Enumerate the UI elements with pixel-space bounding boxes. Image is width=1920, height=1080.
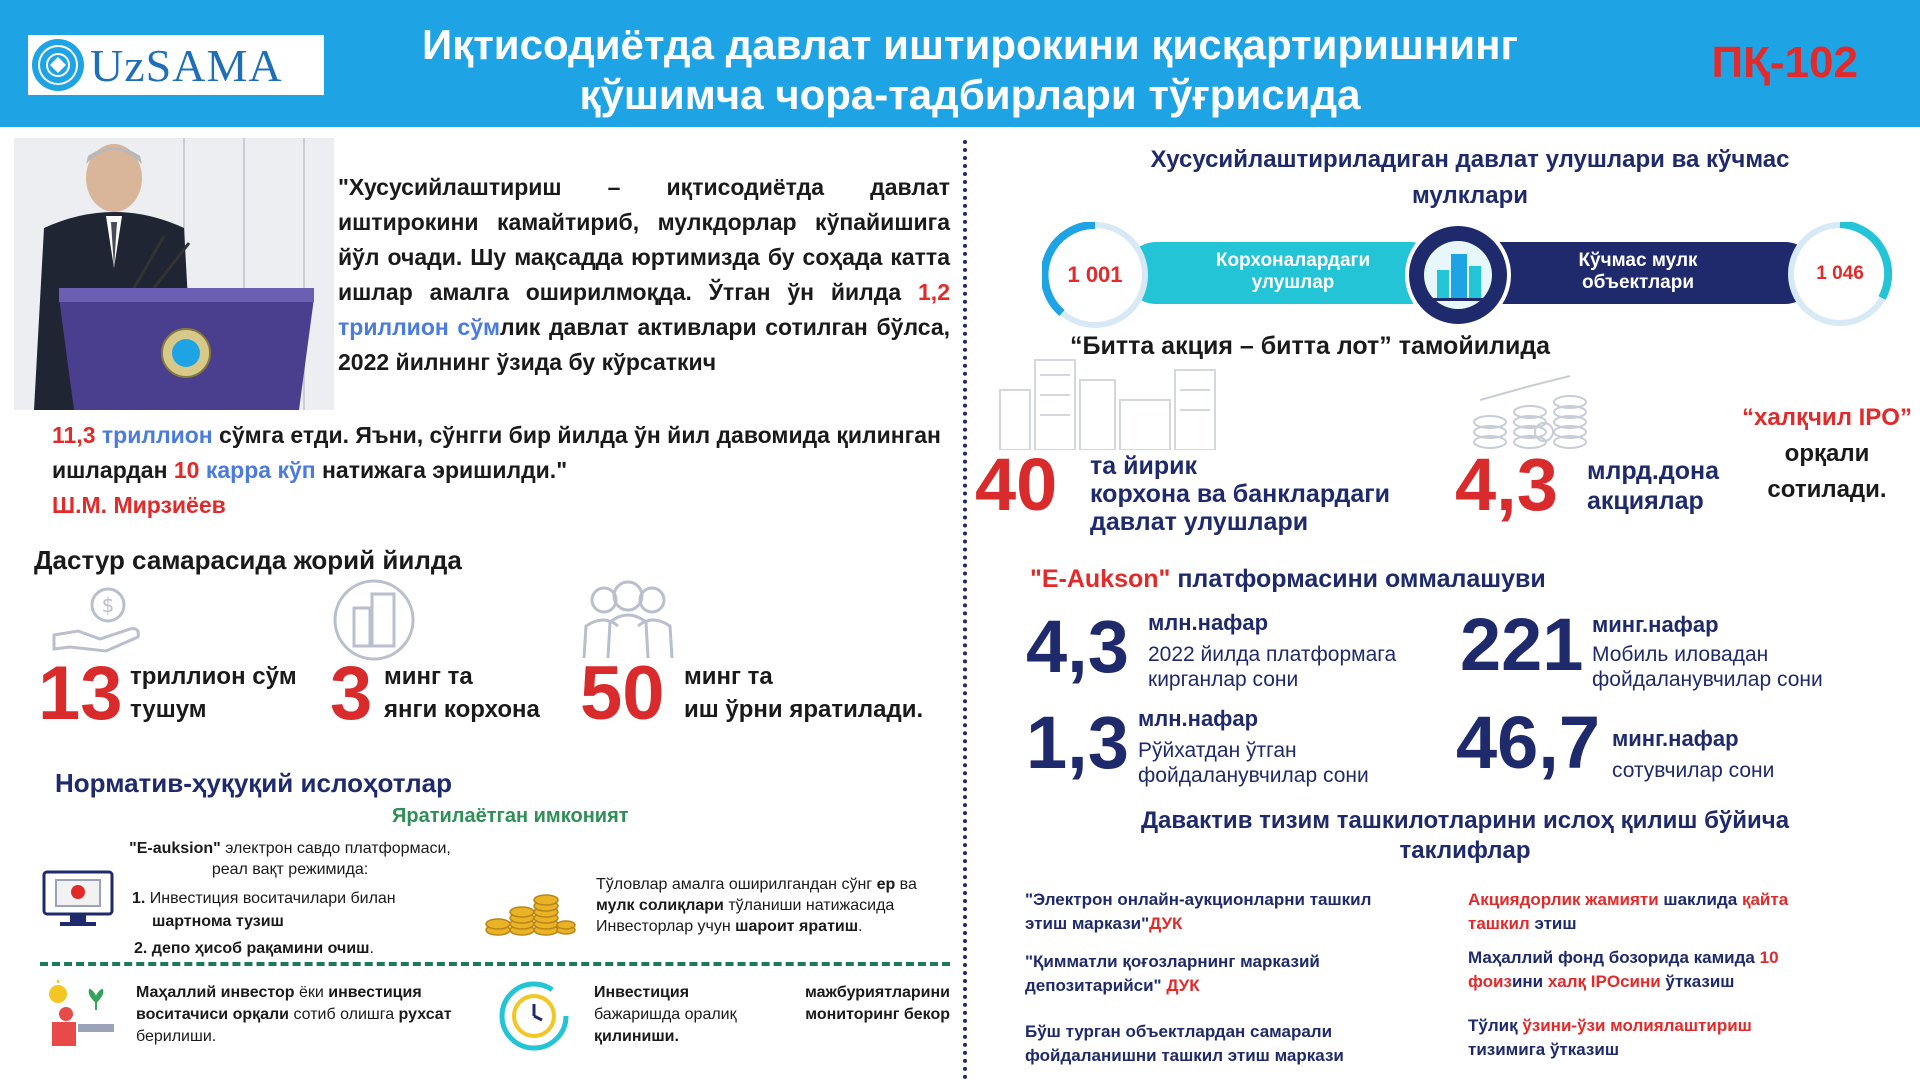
mon-c: бажаришда оралиқ — [594, 1006, 737, 1023]
eaukson-stat-2-unit: минг.нафар — [1592, 612, 1719, 637]
eaukson-stat-1-text — [1148, 610, 1396, 692]
local-d: воситачиси орқали — [136, 1006, 290, 1023]
proposal-right-3 — [1468, 1014, 1888, 1062]
page-title — [340, 20, 1600, 120]
eaukson-title-rest: платформасини оммалашуви — [1170, 565, 1546, 593]
vertical-divider — [963, 140, 967, 1080]
quote-word-3: карра кўп — [205, 457, 316, 483]
enterprises-label-1: та йирик — [1090, 452, 1197, 480]
shares-label-line2: улушлар — [1251, 272, 1335, 293]
proposal-l3-b: фойдаланишни ташкил этиш маркази — [1025, 1046, 1344, 1065]
quote-author: Ш.М. Мирзиёев — [52, 492, 226, 518]
city-buildings-icon — [1423, 240, 1493, 310]
assets-title-line1: Хусусийлаштириладиган давлат улушлари ва кўчмас — [1150, 146, 1790, 173]
eaukson-stat-1-number: 4,3 — [1026, 605, 1129, 688]
stat-enterprises-label — [384, 660, 540, 726]
title-line-2: қўшимча чора-тадбирлари тўғрисида — [579, 71, 1361, 118]
speaker-photo — [14, 138, 334, 410]
quote-value-1: 1,2 — [918, 279, 950, 305]
proposal-r2-a: Маҳаллий фонд бозорида камида — [1468, 948, 1760, 967]
proposal-l3-a: Бўш турган объектлардан самарали — [1025, 1022, 1333, 1041]
shares-value: 1 001 — [1067, 262, 1123, 287]
local-b: ёки — [294, 984, 329, 1001]
logo-text: UzSAMA — [90, 39, 283, 91]
eaukson-stat-4-desc1: сотувчилар сони — [1612, 759, 1775, 782]
real-estate-label-line1: Кўчмас мулк — [1578, 250, 1698, 271]
eaukson-title — [1030, 565, 1546, 594]
shares-count-label — [1587, 456, 1719, 516]
title-line-1: Иқтисодиётда давлат иштирокини қисқартиришнинг — [422, 21, 1518, 68]
mon-e: қилиниши. — [594, 1028, 679, 1045]
eaukson-stat-2-desc2: фойдаланувчилар сони — [1592, 668, 1823, 691]
real-estate-label-line2: объектлари — [1582, 272, 1694, 293]
section-separator — [40, 962, 950, 966]
proposal-r1-a: Акциядорлик жамияти — [1468, 890, 1659, 909]
eaukson-stat-4-number: 46,7 — [1456, 701, 1601, 784]
local-g: берилиши — [136, 1028, 212, 1045]
enterprises-label-2: корхона ва банклардаги — [1090, 480, 1391, 508]
quote-word-1: триллион — [338, 314, 449, 340]
eaukson-stat-2-number: 221 — [1460, 603, 1584, 686]
local-e: сотиб олишга — [289, 1006, 399, 1023]
real-estate-value: 1 046 — [1816, 263, 1864, 284]
stat-jobs-line2: иш ўрни яратилади. — [684, 696, 924, 723]
quote-text-bottom — [52, 418, 952, 488]
proposal-r3-b: ўзини-ўзи молиялаштириш — [1522, 1016, 1752, 1035]
assets-title-line2: мулклари — [1411, 182, 1529, 209]
eaukson-stat-3-text — [1138, 706, 1369, 788]
emblem-icon — [32, 39, 84, 91]
eauksion-name: "E-auksion" — [129, 840, 221, 857]
eaukson-stat-4-unit: минг.нафар — [1612, 726, 1739, 751]
proposals-title — [1040, 806, 1890, 866]
lot-principle-title: “Битта акция – битта лот” тамойилида — [1070, 332, 1551, 360]
center-building-badge — [1405, 222, 1511, 328]
stat-revenue-label — [130, 660, 297, 726]
quote-ending: натижага эришилди." — [315, 457, 568, 483]
proposal-l2-c: ДУК — [1166, 976, 1200, 995]
tax-a: Тўловлар амалга оширилгандан сўнг — [596, 876, 877, 893]
proposal-right-2 — [1468, 946, 1888, 994]
reforms-title: Норматив-ҳуқуқий ислоҳотлар — [55, 768, 452, 798]
list-item-2-b: . — [369, 940, 374, 957]
quote-continuation: лик давлат активлари сотилган бўлса, 2022 йилнинг ўзида бу кўрсаткич — [338, 314, 951, 375]
tax-f: Инвесторлар учун — [596, 918, 736, 935]
large-enterprises-number: 40 — [975, 443, 1058, 526]
ipo-line3: сотилади. — [1767, 476, 1887, 503]
proposal-left-2 — [1025, 950, 1445, 998]
tax-h: . — [858, 918, 863, 935]
quote-currency-1: сўм — [457, 314, 501, 340]
eaukson-stat-2-text — [1592, 612, 1823, 692]
shares-label — [1148, 250, 1438, 294]
local-a: Маҳаллий инвестор — [136, 984, 295, 1001]
eaukson-stat-3-desc1: Рўйхатдан ўтган — [1138, 739, 1297, 762]
proposal-l2-a: "Қимматли қоғозларнинг марказий — [1025, 952, 1320, 971]
coins-icon — [484, 888, 576, 938]
proposal-r1-c: қайта — [1741, 890, 1789, 909]
local-c: инвестиция — [328, 984, 422, 1001]
quote-opening: "Хусусийлаштириш – иқтисодиётда давлат иштирокини камайтириб, мулкдорлар кўпайишига йўл очади. Шу мақсадда юртимизда бу соҳада катта ишлар амалга оширилмоқда. Ўтган ўн йилда — [338, 174, 950, 305]
tax-conditions-text — [596, 874, 950, 937]
proposal-r2-b: 10 — [1759, 948, 1779, 967]
stat-revenue-line2: тушум — [130, 696, 207, 723]
eaukson-stat-3-desc2: фойдаланувчилар сони — [1138, 764, 1369, 787]
eauksion-list — [132, 888, 452, 959]
real-estate-label — [1518, 250, 1758, 294]
eaukson-stat-4-text — [1612, 726, 1774, 783]
eaukson-stat-1-unit: млн.нафар — [1148, 610, 1269, 635]
investor-icon — [44, 980, 116, 1048]
eauksion-title-rest: электрон савдо платформаси, — [220, 840, 451, 857]
eauksion-sub: реал вақт режимида: — [211, 861, 369, 878]
proposal-r1-b: шаклида — [1658, 890, 1742, 909]
list-item-2-a: депо ҳисоб рақамини очиш — [151, 940, 370, 957]
shares-ring — [1042, 222, 1148, 328]
eauksion-block — [120, 838, 460, 880]
mon-b: мажбуриятларини — [805, 984, 950, 1001]
building-icon — [332, 578, 416, 662]
proposal-left-1 — [1025, 888, 1445, 936]
proposal-l2-b: депозитарийси" — [1025, 976, 1167, 995]
shares-label-2: акциялар — [1587, 487, 1704, 515]
proposal-right-1 — [1468, 888, 1888, 936]
quote-value-2: 11,3 — [52, 422, 96, 448]
list-item-1-a: Инвестиция воситачилари билан — [149, 890, 396, 907]
local-h: . — [211, 1028, 217, 1045]
proposal-r2-f: ўтказиш — [1660, 972, 1735, 991]
mon-d: мониторинг бекор — [805, 1006, 950, 1023]
eaukson-stat-3-unit: млн.нафар — [1138, 706, 1259, 731]
list-item-2-num: 2. — [134, 940, 148, 957]
monitoring-text — [594, 982, 950, 1048]
local-investor-text — [136, 982, 470, 1048]
eaukson-stat-1-desc1: 2022 йилда платформага — [1148, 643, 1397, 666]
stat-jobs-label — [684, 660, 923, 726]
real-estate-ring — [1788, 222, 1892, 326]
list-item-1-b: шартнома тузиш — [152, 913, 284, 930]
svg-text:$: $ — [101, 593, 115, 617]
money-hand-icon — [50, 585, 146, 657]
proposal-r3-a: Тўлиқ — [1468, 1016, 1523, 1035]
eaukson-name: "E-Aukson" — [1030, 565, 1171, 593]
proposal-r2-c: фоиз — [1468, 972, 1512, 991]
stat-revenue-line1: триллион сўм — [130, 663, 297, 690]
proposals-title-line2: таклифлар — [1399, 837, 1531, 864]
eaukson-stat-1-desc2: кирганлар сони — [1148, 668, 1299, 691]
proposal-l1-b: этиш маркази" — [1025, 914, 1150, 933]
tax-d: мулк солиқлари — [596, 897, 724, 914]
stat-jobs-line1: минг та — [684, 663, 773, 690]
eaukson-stat-3-number: 1,3 — [1026, 701, 1129, 784]
quote-text-top — [338, 170, 950, 380]
tax-e: тўланиши натижасида — [723, 897, 895, 914]
people-icon — [578, 578, 678, 662]
clock-icon — [496, 978, 572, 1054]
stat-enterprises-line2: янги корхона — [384, 696, 540, 723]
eaukson-stat-2-desc1: Мобиль иловадан — [1592, 643, 1769, 666]
list-item-1-num: 1. — [132, 890, 146, 907]
proposal-left-3 — [1025, 1020, 1445, 1068]
proposal-r1-e: этиш — [1529, 914, 1577, 933]
tax-b: ер — [876, 876, 896, 893]
stat-enterprises-line1: минг та — [384, 663, 473, 690]
mon-a: Инвестиция — [594, 984, 690, 1001]
proposal-l1-a: "Электрон онлайн-аукционларни ташкил — [1025, 890, 1372, 909]
program-title: Дастур самарасида жорий йилда — [34, 545, 462, 575]
shares-count-number: 4,3 — [1455, 443, 1558, 526]
opportunity-label: Яратилаётган имконият — [392, 805, 629, 827]
proposal-r1-d: ташкил — [1468, 914, 1530, 933]
logo — [28, 35, 324, 95]
stat-enterprises-number: 3 — [330, 651, 373, 736]
shares-label-line1: Корхоналардаги — [1215, 250, 1371, 271]
quote-middle: сўмга етди. Яъни, сўнгги бир йилда ўн йил давомида қилинган ишлардан — [52, 422, 941, 483]
proposal-l1-c: ДУК — [1149, 914, 1183, 933]
local-f: рухсат — [398, 1006, 452, 1023]
quote-word-2: триллион — [101, 422, 213, 448]
proposals-title-line1: Давактив тизим ташкилотларини ислоҳ қилиш бўйича — [1140, 807, 1790, 834]
ipo-line2: орқали — [1784, 440, 1870, 467]
buildings-sketch-icon — [990, 350, 1240, 450]
ipo-label: “халқчил IPO” — [1742, 404, 1912, 431]
tax-g: шароит яратиш — [735, 918, 859, 935]
ipo-block — [1742, 400, 1912, 508]
quote-value-3: 10 — [173, 457, 200, 483]
tax-c: ва — [895, 876, 917, 893]
decree-number: ПҚ-102 — [1711, 38, 1858, 87]
assets-title — [1060, 142, 1880, 214]
large-enterprises-label — [1090, 452, 1390, 536]
enterprises-label-3: давлат улушлари — [1090, 508, 1309, 536]
stat-jobs-number: 50 — [580, 651, 665, 736]
stat-revenue-number: 13 — [38, 651, 123, 736]
proposal-r2-e: халқ IPOсини — [1547, 972, 1661, 991]
proposal-r3-c: тизимига ўтказиш — [1468, 1040, 1619, 1059]
shares-label-1: млрд.дона — [1587, 457, 1719, 485]
online-auction-icon — [42, 868, 114, 930]
proposal-r2-d: ини — [1511, 972, 1548, 991]
